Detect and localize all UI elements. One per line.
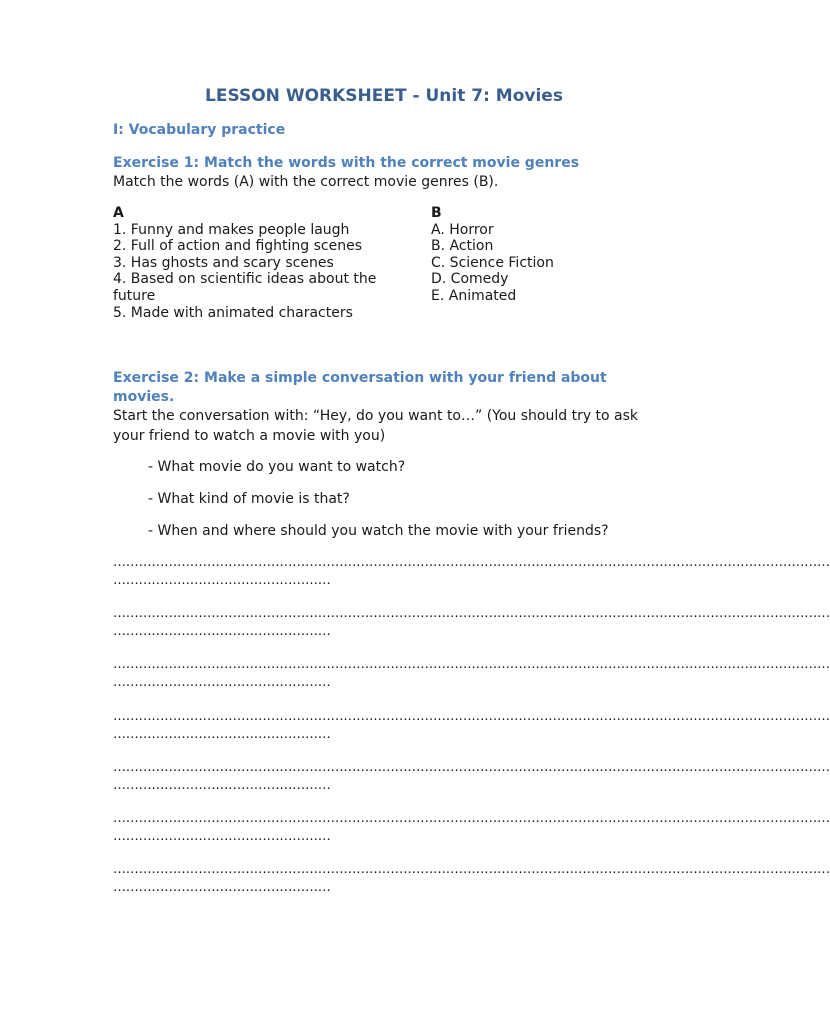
exercise-2-heading: Exercise 2: Make a simple conversation with your friend about movies. (113, 370, 607, 405)
column-a-item: 3. Has ghosts and scary scenes (113, 254, 334, 271)
answer-line-dots-tail: …………………………………………… (113, 573, 331, 588)
answer-line[interactable] (113, 656, 830, 707)
column-a-item: 4. Based on scientific ideas about the future (113, 271, 377, 304)
column-b-item: C. Science Fiction (431, 254, 554, 271)
answer-line-dots: …………………………………………………………………………………………………………………………………………………… (113, 759, 830, 775)
answer-line[interactable] (113, 861, 830, 912)
answer-lines (113, 554, 830, 912)
answer-line-dots-tail: …………………………………………… (113, 726, 331, 742)
answer-line-dots-tail: …………………………………………… (113, 880, 331, 896)
answer-line[interactable] (113, 554, 830, 605)
answer-line-dots-tail: …………………………………………… (113, 675, 331, 691)
question-item: - What kind of movie is that? (148, 491, 350, 507)
answer-line[interactable] (113, 605, 830, 656)
column-b (431, 205, 651, 305)
answer-line-dots-tail: …………………………………………… (113, 777, 331, 793)
answer-line[interactable] (113, 759, 830, 810)
answer-line-dots: …………………………………………………………………………………………………………………………………………………… (113, 657, 830, 673)
answer-line[interactable] (113, 810, 830, 861)
column-b-item: D. Comedy (431, 271, 509, 288)
answer-line-dots: …………………………………………………………………………………………………………………………………………………… (113, 606, 830, 622)
answer-line-dots: …………………………………………………………………………………………………………………………………………………… (113, 708, 830, 724)
answer-line-dots: …………………………………………………………………………………………………………………………………………………… (113, 862, 830, 878)
column-a-header: A (113, 205, 124, 221)
column-b-header: B (431, 205, 442, 221)
column-a-item: 5. Made with animated characters (113, 304, 353, 321)
column-b-item: A. Horror (431, 221, 494, 238)
answer-line[interactable] (113, 708, 830, 759)
question-item: - What movie do you want to watch? (148, 459, 406, 475)
column-b-item: E. Animated (431, 287, 517, 304)
answer-line-dots: …………………………………………………………………………………………………………………………………………………… (113, 555, 830, 570)
column-b-item: B. Action (431, 238, 494, 255)
question-item: - When and where should you watch the movie with your friends? (148, 523, 609, 539)
answer-line-dots-tail: …………………………………………… (113, 828, 331, 844)
column-a-item: 2. Full of action and fighting scenes (113, 238, 363, 255)
exercise-1-heading: Exercise 1: Match the words with the correct movie genres (113, 155, 580, 171)
section-heading: I: Vocabulary practice (113, 122, 286, 138)
column-a (113, 205, 403, 321)
answer-line-dots: …………………………………………………………………………………………………………………………………………………… (113, 810, 830, 826)
exercise-1-instruction: Match the words (A) with the correct movie genres (B). (113, 174, 499, 190)
exercise-2-instruction: Start the conversation with: “Hey, do you want to…” (You should try to ask your friend to watch a movie with you) (113, 408, 639, 444)
page-title: LESSON WORKSHEET - Unit 7: Movies (205, 86, 563, 106)
answer-line-dots-tail: …………………………………………… (113, 624, 331, 640)
question-list (148, 458, 648, 554)
column-a-item: 1. Funny and makes people laugh (113, 221, 350, 238)
